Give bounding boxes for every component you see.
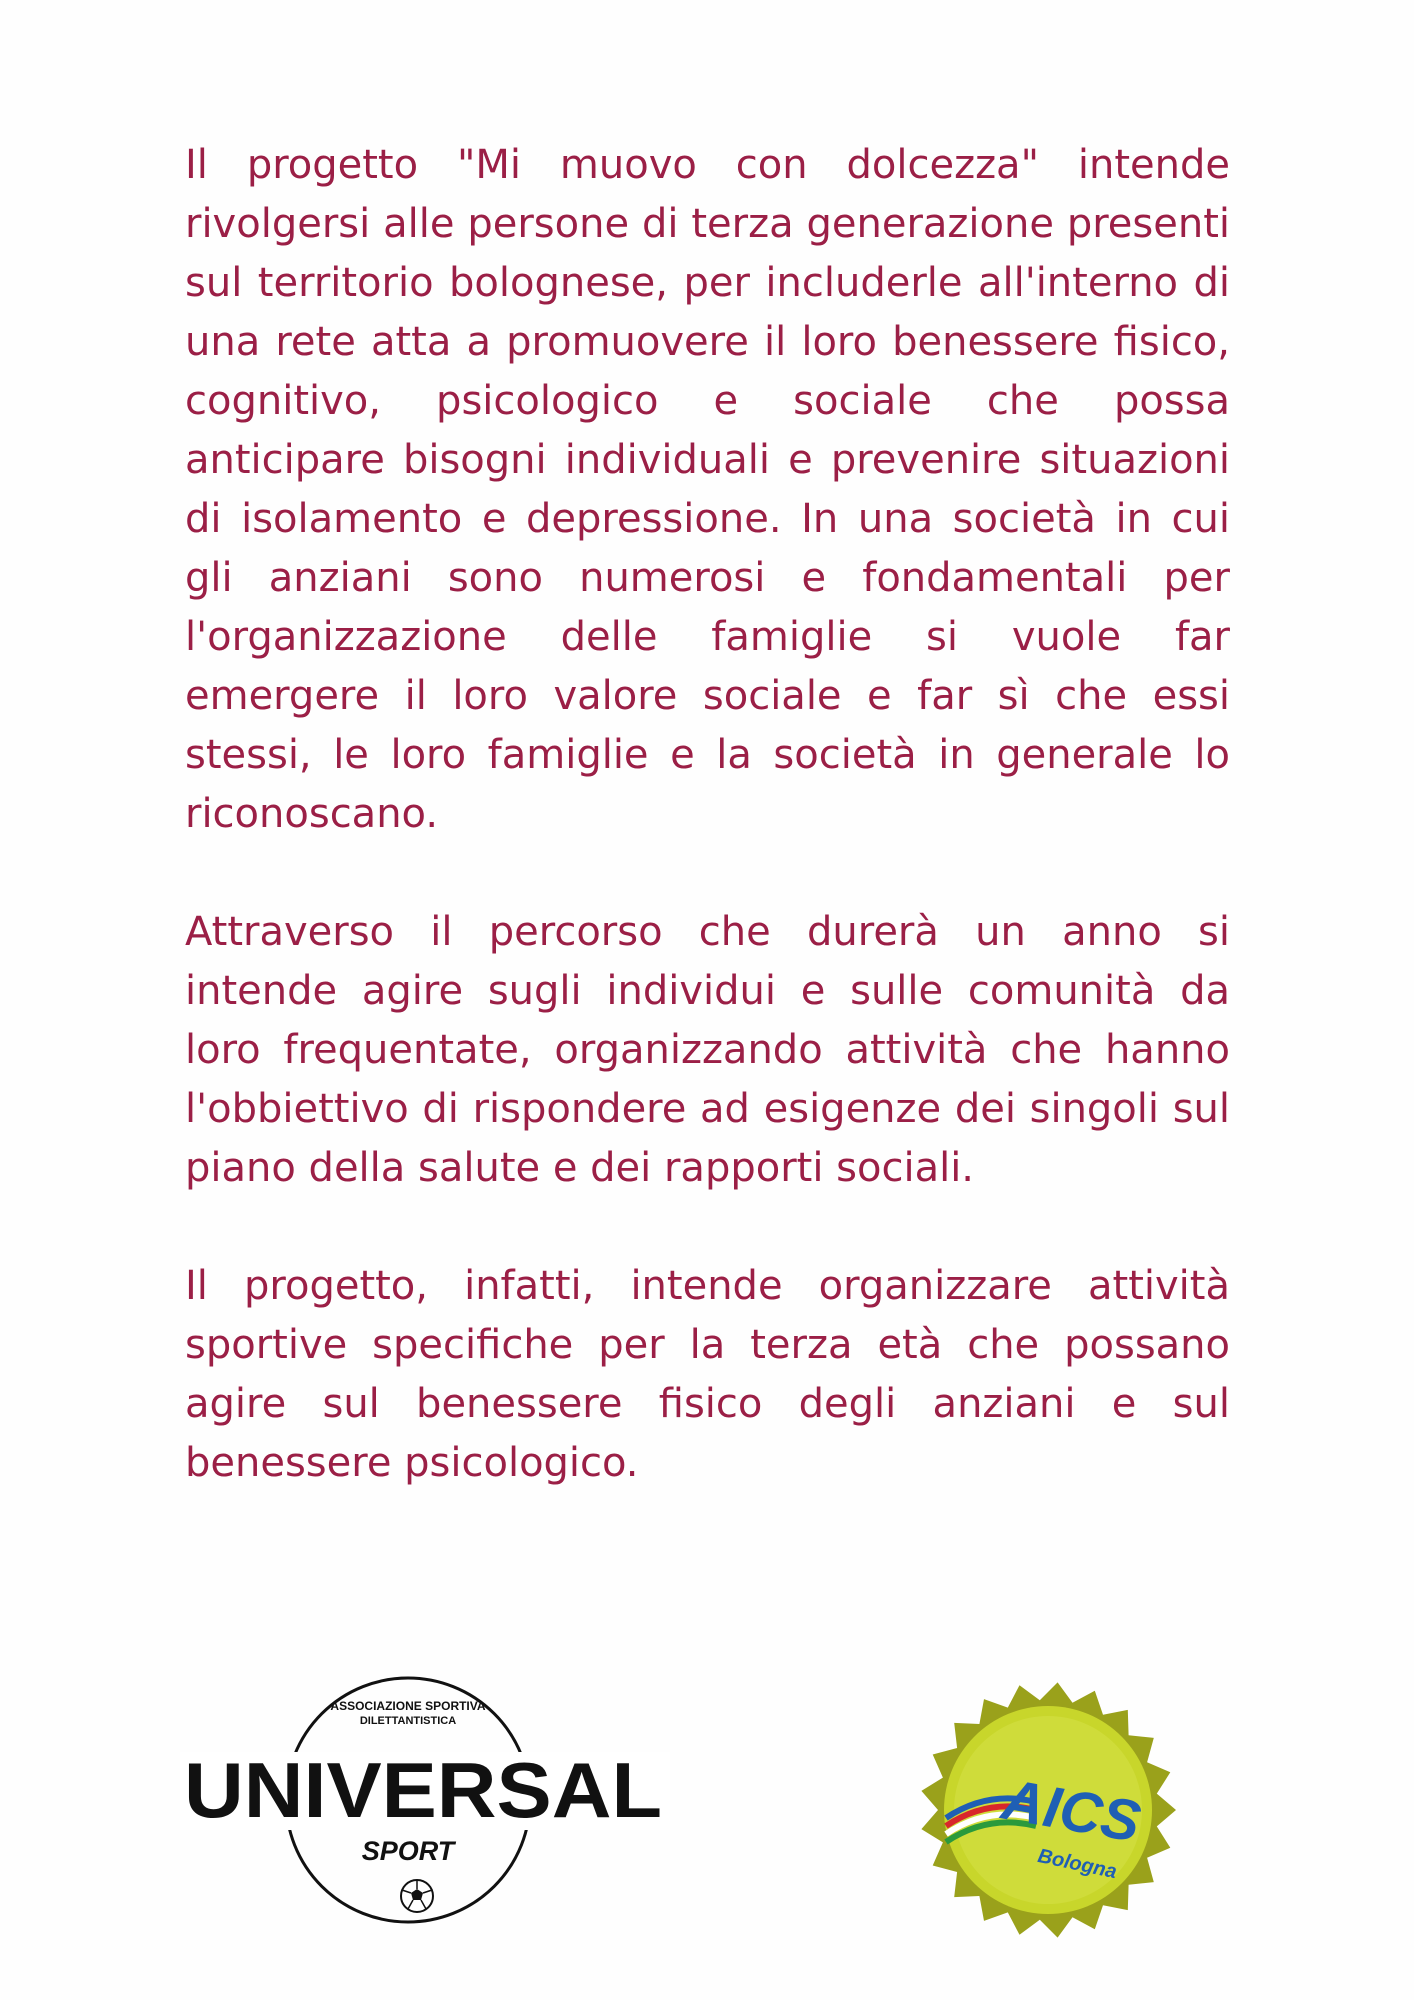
paragraph-attivita: Il progetto, infatti, intende organizzare attività sportive specifiche per la terza età che possano agire sul benessere fisico degli anziani e sul benessere psicologico. bbox=[185, 1263, 1230, 1486]
body-text bbox=[185, 136, 1230, 1493]
logo-footer bbox=[0, 1640, 1414, 1940]
aics-bologna-logo bbox=[918, 1680, 1178, 1940]
paragraph-intro: Il progetto "Mi muovo con dolcezza" intende rivolgersi alle persone di terza generazione presenti sul territorio bolognese, per includerle all'interno di una rete atta a promuovere il loro benessere fisico, cognitivo, psicologico e sociale che possa anticipare bisogni individuali e prevenire situazioni di isolamento e depressione. In una società in cui gli anziani sono numerosi e fondamentali per l'organizzazione delle famiglie si vuole far emergere il loro valore sociale e far sì che essi stessi, le loro famiglie e la società in generale lo riconoscano. bbox=[185, 142, 1230, 837]
aics-city: Bologna bbox=[1035, 1845, 1119, 1884]
paragraph-percorso: Attraverso il percorso che durerà un anno si intende agire sugli individui e sulle comunità da loro frequentate, organizzando attività che hanno l'obbiettivo di rispondere ad esigenze dei singoli sul piano della salute e dei rapporti sociali. bbox=[185, 909, 1230, 1191]
logo-universal-name: UNIVERSAL bbox=[184, 1746, 662, 1834]
logo-sport-label: SPORT bbox=[361, 1836, 455, 1866]
aics-name: AICS bbox=[997, 1766, 1146, 1855]
universal-sport-logo bbox=[180, 1660, 670, 1930]
logo-association-line1: ASSOCIAZIONE SPORTIVA bbox=[330, 1699, 486, 1713]
soccer-ball-icon bbox=[401, 1880, 433, 1912]
logo-association-line2: DILETTANTISTICA bbox=[359, 1715, 457, 1727]
